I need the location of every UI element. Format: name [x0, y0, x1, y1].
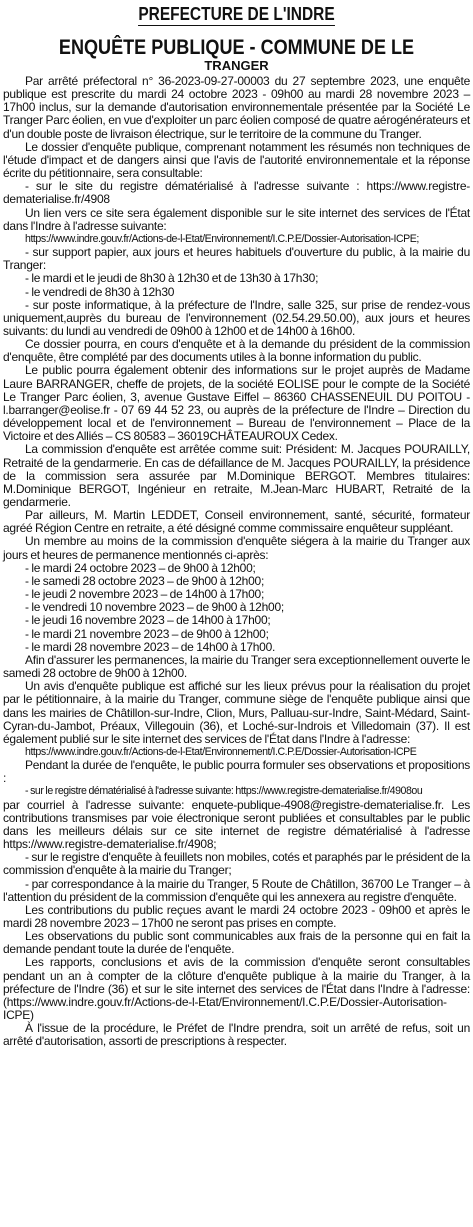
notice-paragraph: Un avis d'enquête publique est affiché sur les lieux prévus pour la réalisation du projet par le pétitionnaire, à la mairie du Tranger, commune siège de l'enquête publique ainsi que dans les mairies de Châtillon-sur-Indre, Clion, Murs, Palluau-sur-Indre, Saint-Médard, Saint-Cyran-du-Jambot, Préaux, Villegouin (36), et Loché-sur-Indrois et Villedomain (37). Il est également publié sur le site internet des services de l'État dans l'Indre à l'adresse:	[3, 679, 470, 746]
notice-paragraph: - le mardi et le jeudi de 8h30 à 12h30 et de 13h30 à 17h30;	[25, 271, 319, 286]
prefecture-title	[36, 4, 438, 26]
notice-paragraph: - le mardi 28 novembre 2023 – de 14h00 à 17h00.	[25, 639, 276, 654]
notice-paragraph: - sur le site du registre dématérialisé à l'adresse suivante : https://www.registre-dematerialise.fr/4908	[3, 179, 470, 207]
notice-headline: ENQUÊTE PUBLIQUE - COMMUNE DE LE	[58, 36, 415, 59]
notice-paragraph: À l'issue de la procédure, le Préfet de l'Indre prendra, soit un arrêté de refus, soit un arrêté d'autorisation, assorti de prescriptions à respecter.	[3, 1021, 470, 1049]
notice-paragraph: - le mardi 21 novembre 2023 – de 9h00 à 12h00;	[25, 626, 269, 641]
notice-paragraph: https://www.indre.gouv.fr/Actions-de-l-Etat/Environnement/I.C.P.E/Dossier-Autorisation-ICPE;	[25, 232, 419, 245]
prefecture-title-text: PREFECTURE DE L'INDRE	[138, 4, 335, 24]
notice-paragraph: - le jeudi 2 novembre 2023 – de 14h00 à 17h00;	[25, 587, 265, 602]
notice-paragraph: Les rapports, conclusions et avis de la commission d'enquête seront consultables pendant un an à compter de la clôture d'enquête publique à la mairie du Tranger, à la préfecture de l'Indre (36) et sur le site internet des services de l'État dans l'Indre à l'adresse: (https://www.indre.gouv.fr/Actions-de-l-Etat/Environnement/I.C.P.E/Dossier-Autorisation-ICPE)	[3, 955, 470, 1023]
notice-paragraph: Un membre au moins de la commission d'enquête siégera à la mairie du Tranger aux jours et heures de permanence mentionnés ci-après:	[3, 534, 470, 562]
notice-paragraph: Par ailleurs, M. Martin LEDDET, Conseil environnement, santé, sécurité, formateur agréé Région Centre en retraite, a été désigné comme commissaire enquêteur suppléant.	[3, 508, 470, 536]
notice-paragraph: Par arrêté préfectoral n° 36-2023-09-27-00003 du 27 septembre 2023, une enquête publique est prescrite du mardi 24 octobre 2023 - 09h00 au mardi 28 novembre 2023 – 17h00 inclus, sur la demande d'autorisation environnementale présentée par la Société Le Tranger Parc éolien, en vue d'exploiter un parc éolien composé de quatre aérogénérateurs et d'un double poste de livraison électrique, sur le territoire de la commune du Tranger.	[3, 74, 470, 141]
notice-paragraph: - le samedi 28 octobre 2023 – de 9h00 à 12h00;	[25, 573, 265, 588]
notice-paragraph: Le public pourra également obtenir des informations sur le projet auprès de Madame Laure BARRANGER, cheffe de projets, de la société EOLISE pour le compte de la Société Le Tranger Parc éolien, 3, avenue Gustave Eiffel – 86360 CHASSENEUIL DU POITOU - l.barranger@eolise.fr - 07 69 44 52 23, ou auprès de la préfecture de l'Indre – Direction du développement local et de l'environnement – Bureau de l'environnement – Place de la Victoire et des Alliés – CS 80583 – 36019CHÂTEAUROUX Cedex.	[3, 363, 470, 444]
notice-paragraph: Le dossier d'enquête publique, comprenant notamment les résumés non techniques de l'étude d'impact et de dangers ainsi que l'avis de l'autorité environnementale et la réponse écrite du pétitionnaire, sera consultable:	[3, 139, 470, 181]
notice-paragraph: Afin d'assurer les permanences, la mairie du Tranger sera exceptionnellement ouverte le samedi 28 octobre de 9h00 à 12h00.	[3, 652, 470, 681]
notice-paragraph: Ce dossier pourra, en cours d'enquête et à la demande du président de la commission d'enquête, être complété par des documents utiles à la bonne information du public.	[3, 337, 470, 365]
notice-paragraph: - sur support papier, aux jours et heures habituels d'ouverture du public, à la mairie du Tranger:	[3, 245, 470, 273]
notice-paragraph: Un lien vers ce site sera également disponible sur le site internet des services de l'État dans l'Indre à l'adresse suivante:	[3, 205, 470, 233]
notice-paragraph: par courriel à l'adresse suivante: enquete-publique-4908@registre-dematerialise.fr. Les contributions transmises par voie électronique seront publiées et consultables par le public dans les meilleurs délais sur ce site internet de registre dématérialisé à l'adresse https://www.registre-dematerialise.fr/4908;	[3, 797, 470, 852]
notice-paragraph: Les contributions du public reçues avant le mardi 24 octobre 2023 - 09h00 et après le mardi 28 novembre 2023 – 17h00 ne seront pas prises en compte.	[3, 902, 470, 930]
notice-paragraph: https://www.indre.gouv.fr/Actions-de-l-Etat/Environnement/I.C.P.E/Dossier-Autorisation-ICPE	[25, 745, 417, 758]
notice-paragraph: Les observations du public sont communicables aux frais de la personne qui en fait la demande pendant toute la durée de l'enquête.	[3, 929, 470, 957]
notice-paragraph: - par correspondance à la mairie du Tranger, 5 Route de Châtillon, 36700 Le Tranger – à l'attention du président de la commission d'enquête qui les annexera au registre d'enquête.	[3, 876, 470, 904]
notice-paragraph: - le jeudi 16 novembre 2023 – de 14h00 à 17h00;	[25, 613, 271, 628]
notice-paragraph: - sur le registre dématérialisé à l'adresse suivante: https://www.registre-dematerialise.fr/4908ou	[25, 785, 423, 798]
notice-paragraph: - le vendredi 10 novembre 2023 – de 9h00 à 12h00;	[25, 600, 284, 615]
notice-paragraph: - sur le registre d'enquête à feuillets non mobiles, cotés et paraphés par le président de la commission d'enquête à la mairie du Tranger;	[3, 850, 470, 878]
notice-paragraph: - le mardi 24 octobre 2023 – de 9h00 à 12h00;	[25, 560, 256, 575]
notice-paragraph: La commission d'enquête est arrêtée comme suit: Président: M. Jacques POURAILLY, Retraité de la gendarmerie. En cas de défaillance de M. Jacques POURAILLY, la présidence de la commission sera assurée par M.Dominique BERGOT. Membres titulaires: M.Dominique BERGOT, Ingénieur en retraite, M.Jean-Marc HUBART, Retraité de la gendarmerie.	[3, 442, 470, 509]
notice-body	[3, 75, 470, 1049]
notice-paragraph: - sur poste informatique, à la préfecture de l'Indre, salle 325, sur prise de rendez-vous uniquement,auprès du bureau de l'environnement (02.54.29.50.00), aux jours et heures suivants: du lundi au vendredi de 09h00 à 12h00 et de 14h00 à 16h00.	[3, 297, 470, 338]
notice-paragraph: Pendant la durée de l'enquête, le public pourra formuler ses observations et propositions :	[3, 758, 470, 786]
notice-paragraph: - le vendredi de 8h30 à 12h30	[25, 284, 175, 299]
notice-subheadline: TRANGER	[204, 58, 269, 73]
